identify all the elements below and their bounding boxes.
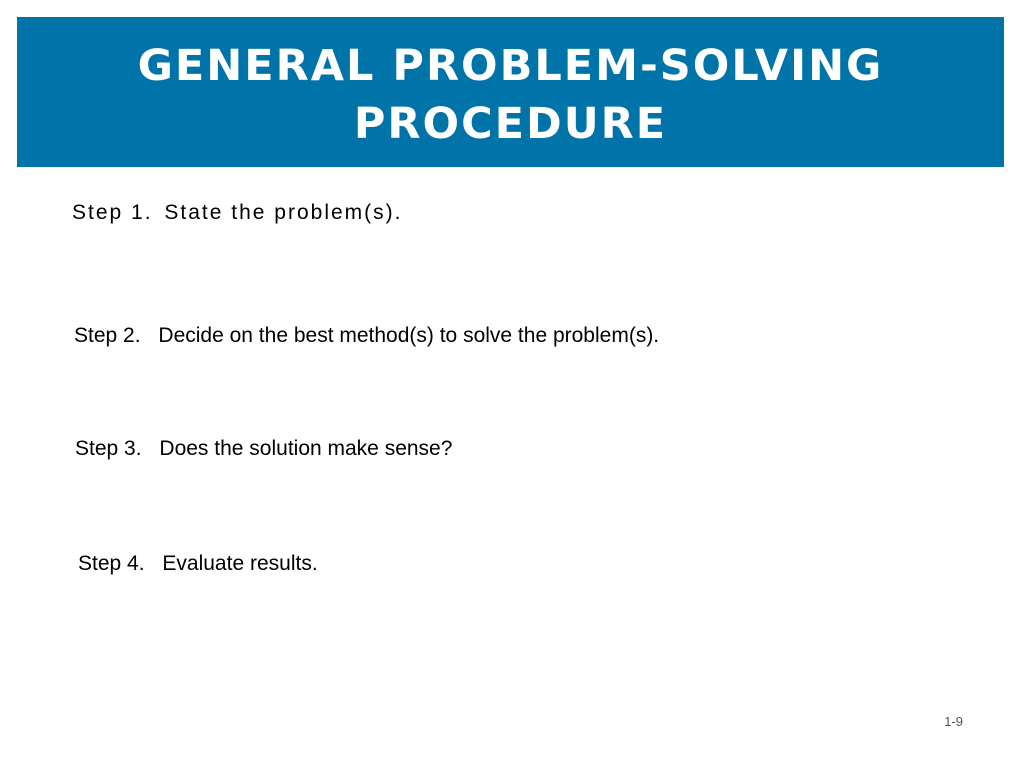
step-2	[74, 324, 659, 348]
step-4-label: Step 4.	[78, 552, 145, 575]
page-number: 1-9	[944, 714, 963, 729]
title-bar	[17, 17, 1004, 167]
slide-title-line-2: PROCEDURE	[353, 99, 668, 149]
step-3-text: Does the solution make sense?	[159, 437, 453, 460]
slide-title	[138, 31, 884, 153]
step-1	[72, 201, 403, 225]
step-1-label: Step 1.	[72, 201, 153, 224]
step-2-text: Decide on the best method(s) to solve the problem(s).	[158, 324, 660, 347]
step-3	[75, 437, 452, 461]
step-2-label: Step 2.	[74, 324, 141, 347]
step-1-text: State the problem(s).	[164, 201, 403, 224]
step-4	[78, 552, 318, 576]
step-3-label: Step 3.	[75, 437, 142, 460]
slide-title-line-1: GENERAL PROBLEM-SOLVING	[137, 41, 884, 91]
step-4-text: Evaluate results.	[162, 552, 318, 575]
